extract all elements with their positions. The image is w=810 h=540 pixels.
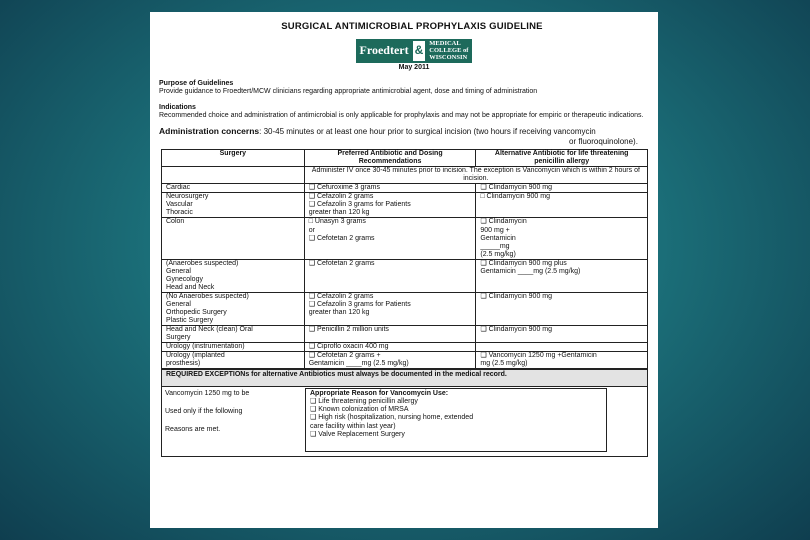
logo-row [179,39,649,63]
administration-concerns [159,127,649,146]
table-row [162,184,648,193]
cell-preferred: ❑ Penicillin 2 million units [304,326,476,343]
cell-preferred: ❑ Cefotetan 2 grams [304,259,476,292]
required-exceptions: REQUIRED EXCEPTIONs for alternative Antibiotics must always be documented in the medical record. [161,369,648,387]
logo-mcw-line1: MEDICAL [429,40,461,48]
table-row [162,259,648,292]
header-preferred: Preferred Antibiotic and Dosing Recommendations [304,150,476,167]
cell-surgery: Urology (implanted prosthesis) [162,352,305,369]
cell-surgery: Head and Neck (clean) Oral Surgery [162,326,305,343]
logo-mcw [425,39,472,63]
vancomycin-section [161,387,648,457]
cell-preferred: ❑ Cefazolin 2 grams ❑ Cefazolin 3 grams for Patients greater than 120 kg [304,292,476,325]
table-note: Administer IV once 30-45 minutes prior to incision. The exception is Vancomycin which is within 2 hours of incision. [304,167,647,184]
table-note-row [162,167,648,184]
cell-alternative: □ Clindamycin 900 mg [476,193,648,218]
logo-ampersand: & [413,39,426,63]
cell-alternative [476,343,648,352]
vanco-note-line: Reasons are met. [165,426,221,434]
purpose-text: Provide guidance to Froedtert/MCW clinicians regarding appropriate antimicrobial agent, dose and timing of administration [159,88,538,96]
cell-preferred: ❑ Cefotetan 2 grams + Gentamicin ____mg (2.5 mg/kg) [304,352,476,369]
cell-alternative: ❑ Clindamycin 900 mg [476,326,648,343]
vanco-reason: ❑ Known colonization of MRSA [310,406,409,414]
header-surgery: Surgery [162,150,305,167]
table-header-row [162,150,648,167]
froedtert-mcw-logo [356,39,473,63]
cell-surgery: Neurosurgery Vascular Thoracic [162,193,305,218]
table-row [162,193,648,218]
cell-alternative: ❑ Clindamycin 900 mg [476,184,648,193]
cell-preferred: □ Unasyn 3 grams or ❑ Cefotetan 2 grams [304,218,476,259]
document-title: SURGICAL ANTIMICROBIAL PROPHYLAXIS GUIDELINE [281,21,543,32]
table-row [162,343,648,352]
cell-surgery: Urology (instrumentation) [162,343,305,352]
admin-text: : 30-45 minutes or at least one hour prior to surgical incision (two hours if receiving vancomycin [259,127,596,137]
admin-label: Administration concerns [159,126,260,137]
cell-alternative: ❑ Clindamycin 900 mg + Gentamicin _____mg (2.5 mg/kg) [476,218,648,259]
guideline-document [150,12,658,528]
table-row [162,352,648,369]
vanco-note-line: Vancomycin 1250 mg to be [165,390,250,398]
vanco-reason: ❑ High risk (hospitalization, nursing home, extended care facility within last year) [310,414,474,430]
table-row [162,326,648,343]
admin-text-2: or fluoroquinolone). [569,136,638,146]
cell-alternative: ❑ Clindamycin 900 mg [476,292,648,325]
cell-surgery: Cardiac [162,184,305,193]
vancomycin-reasons [305,388,607,452]
cell-preferred: ❑ Ciproflo oxacin 400 mg [304,343,476,352]
cell-surgery: (No Anaerobes suspected) General Orthopedic Surgery Plastic Surgery [162,292,305,325]
logo-mcw-line3: WISCONSIN [429,54,468,62]
cell-alternative: ❑ Vancomycin 1250 mg +Gentamicin mg (2.5 mg/kg) [476,352,648,369]
vanco-reason: ❑ Valve Replacement Surgery [310,430,405,438]
cell-preferred: ❑ Cefazolin 2 grams ❑ Cefazolin 3 grams for Patients greater than 120 kg [304,193,476,218]
header-alternative: Alternative Antibiotic for life threatening penicillin allergy [476,150,648,167]
vanco-note-line: Used only if the following [165,408,243,416]
antibiotic-table [161,149,648,369]
logo-mcw-line2: COLLEGE of [429,47,469,55]
purpose-heading: Purpose of Guidelines [159,79,234,87]
logo-froedtert: Froedtert [356,39,413,63]
indications-text: Recommended choice and administration of antimicrobial is only applicable for prophylaxis and may not be appropriate for empiric or therapeutic indications. [159,112,644,120]
vancomycin-note [162,387,305,456]
cell-surgery: (Anaerobes suspected) General Gynecology Head and Neck [162,259,305,292]
cell-alternative: ❑ Clindamycin 900 mg plus Gentamicin ____mg (2.5 mg/kg) [476,259,648,292]
document-date: May 2011 [398,63,430,71]
table-row [162,218,648,259]
cell-preferred: ❑ Cefuroxime 3 grams [304,184,476,193]
table-row [162,292,648,325]
cell-surgery: Colon [162,218,305,259]
vanco-reasons-heading: Appropriate Reason for Vancomycin Use: [310,390,449,398]
indications-heading: Indications [159,104,196,112]
vanco-reason: ❑ Life threatening penicillin allergy [310,398,418,406]
